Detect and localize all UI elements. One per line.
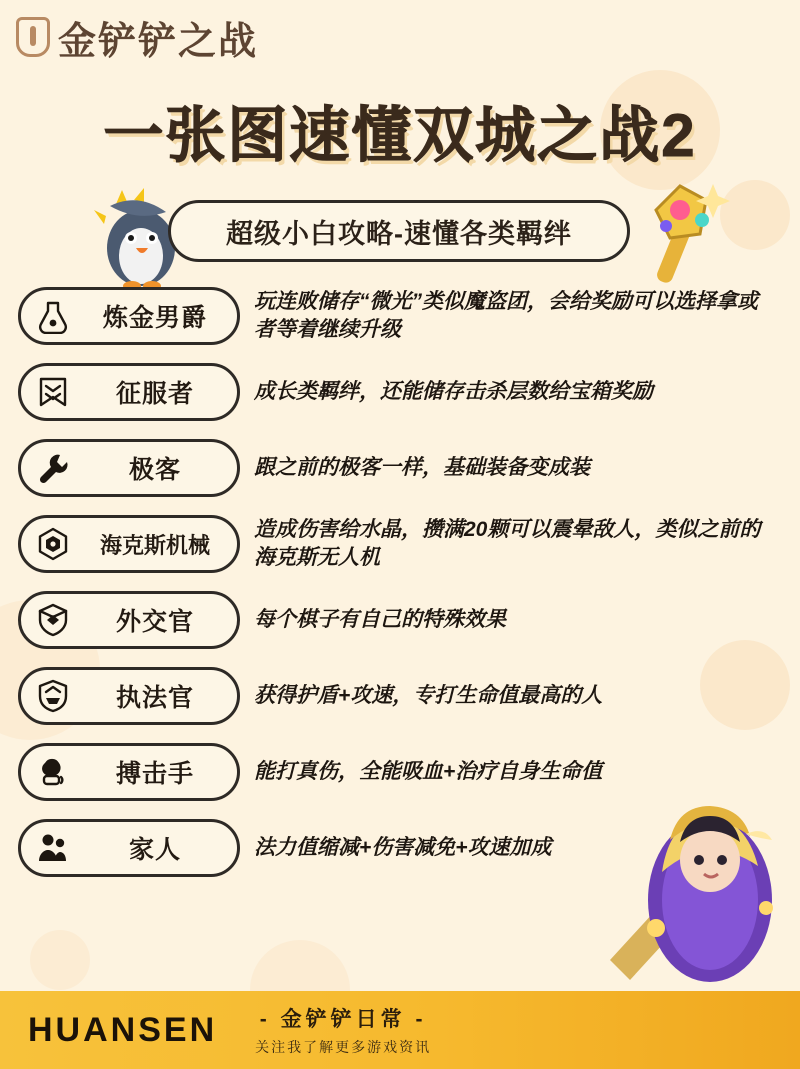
trait-name: 搏击手 (115, 760, 194, 788)
footer-brand: HUANSEN (28, 1010, 218, 1049)
trait-row (0, 506, 800, 582)
hextech-gear-icon (33, 524, 73, 564)
wrench-icon (33, 448, 73, 488)
spatula-icon (16, 17, 50, 57)
trait-description: 跟之前的极客一样，基础装备变成装 (254, 455, 590, 479)
trait-row (0, 354, 800, 430)
trait-chip[interactable] (18, 439, 240, 497)
trait-row (0, 430, 800, 506)
footer-bar (0, 991, 800, 1069)
trait-chip[interactable] (18, 515, 240, 573)
trait-name: 炼金男爵 (102, 304, 207, 332)
brand-logo (16, 10, 258, 65)
family-icon (33, 828, 73, 868)
trait-description: 能打真伤，全能吸血+治疗自身生命值 (254, 759, 603, 783)
trait-name: 家人 (128, 836, 181, 864)
alchemy-flask-icon (33, 296, 73, 336)
champion-artwork (570, 780, 800, 995)
trait-row (0, 278, 800, 354)
trait-description: 每个棋子有自己的特殊效果 (254, 607, 506, 631)
boxing-glove-icon (33, 752, 73, 792)
trait-name: 极客 (128, 456, 181, 484)
logo-text: 金铲铲之战 (58, 20, 259, 63)
page-title: 一张图速懂双城之战2 (103, 102, 697, 169)
trait-description: 法力值缩减+伤害减免+攻速加成 (254, 835, 552, 859)
trait-description: 造成伤害给水晶，攒满20颗可以震晕敌人，类似之前的海克斯无人机 (254, 517, 761, 569)
conqueror-chevron-icon (33, 372, 73, 412)
footer-center (255, 1003, 431, 1057)
trait-name: 海克斯机械 (99, 532, 210, 558)
footer-line-2: 关注我了解更多游戏资讯 (255, 1039, 432, 1055)
trait-chip[interactable] (18, 591, 240, 649)
trait-chip[interactable] (18, 287, 240, 345)
trait-name: 执法官 (115, 684, 194, 712)
trait-chip[interactable] (18, 819, 240, 877)
trait-description: 成长类羁绊，还能储存击杀层数给宝箱奖励 (254, 379, 653, 403)
trait-name: 征服者 (115, 380, 194, 408)
enforcer-helmet-icon (33, 676, 73, 716)
subtitle-pill: 超级小白攻略-速懂各类羁绊 (168, 200, 630, 262)
footer-line-1: - 金铲铲日常 - (259, 1008, 427, 1031)
trait-chip[interactable] (18, 363, 240, 421)
logo-bar (0, 0, 800, 74)
trait-description: 获得护盾+攻速，专打生命值最高的人 (254, 683, 603, 707)
trait-chip[interactable] (18, 667, 240, 725)
trait-row (0, 582, 800, 658)
diplomat-crest-icon (33, 600, 73, 640)
decor-blob (30, 930, 90, 990)
trait-chip[interactable] (18, 743, 240, 801)
trait-name: 外交官 (115, 608, 194, 636)
subtitle-row (0, 190, 800, 280)
trait-row (0, 658, 800, 734)
trait-description: 玩连败储存“微光”类似魔盗团，会给奖励可以选择拿或者等着继续升级 (254, 289, 758, 341)
magic-wand-icon (622, 176, 734, 292)
